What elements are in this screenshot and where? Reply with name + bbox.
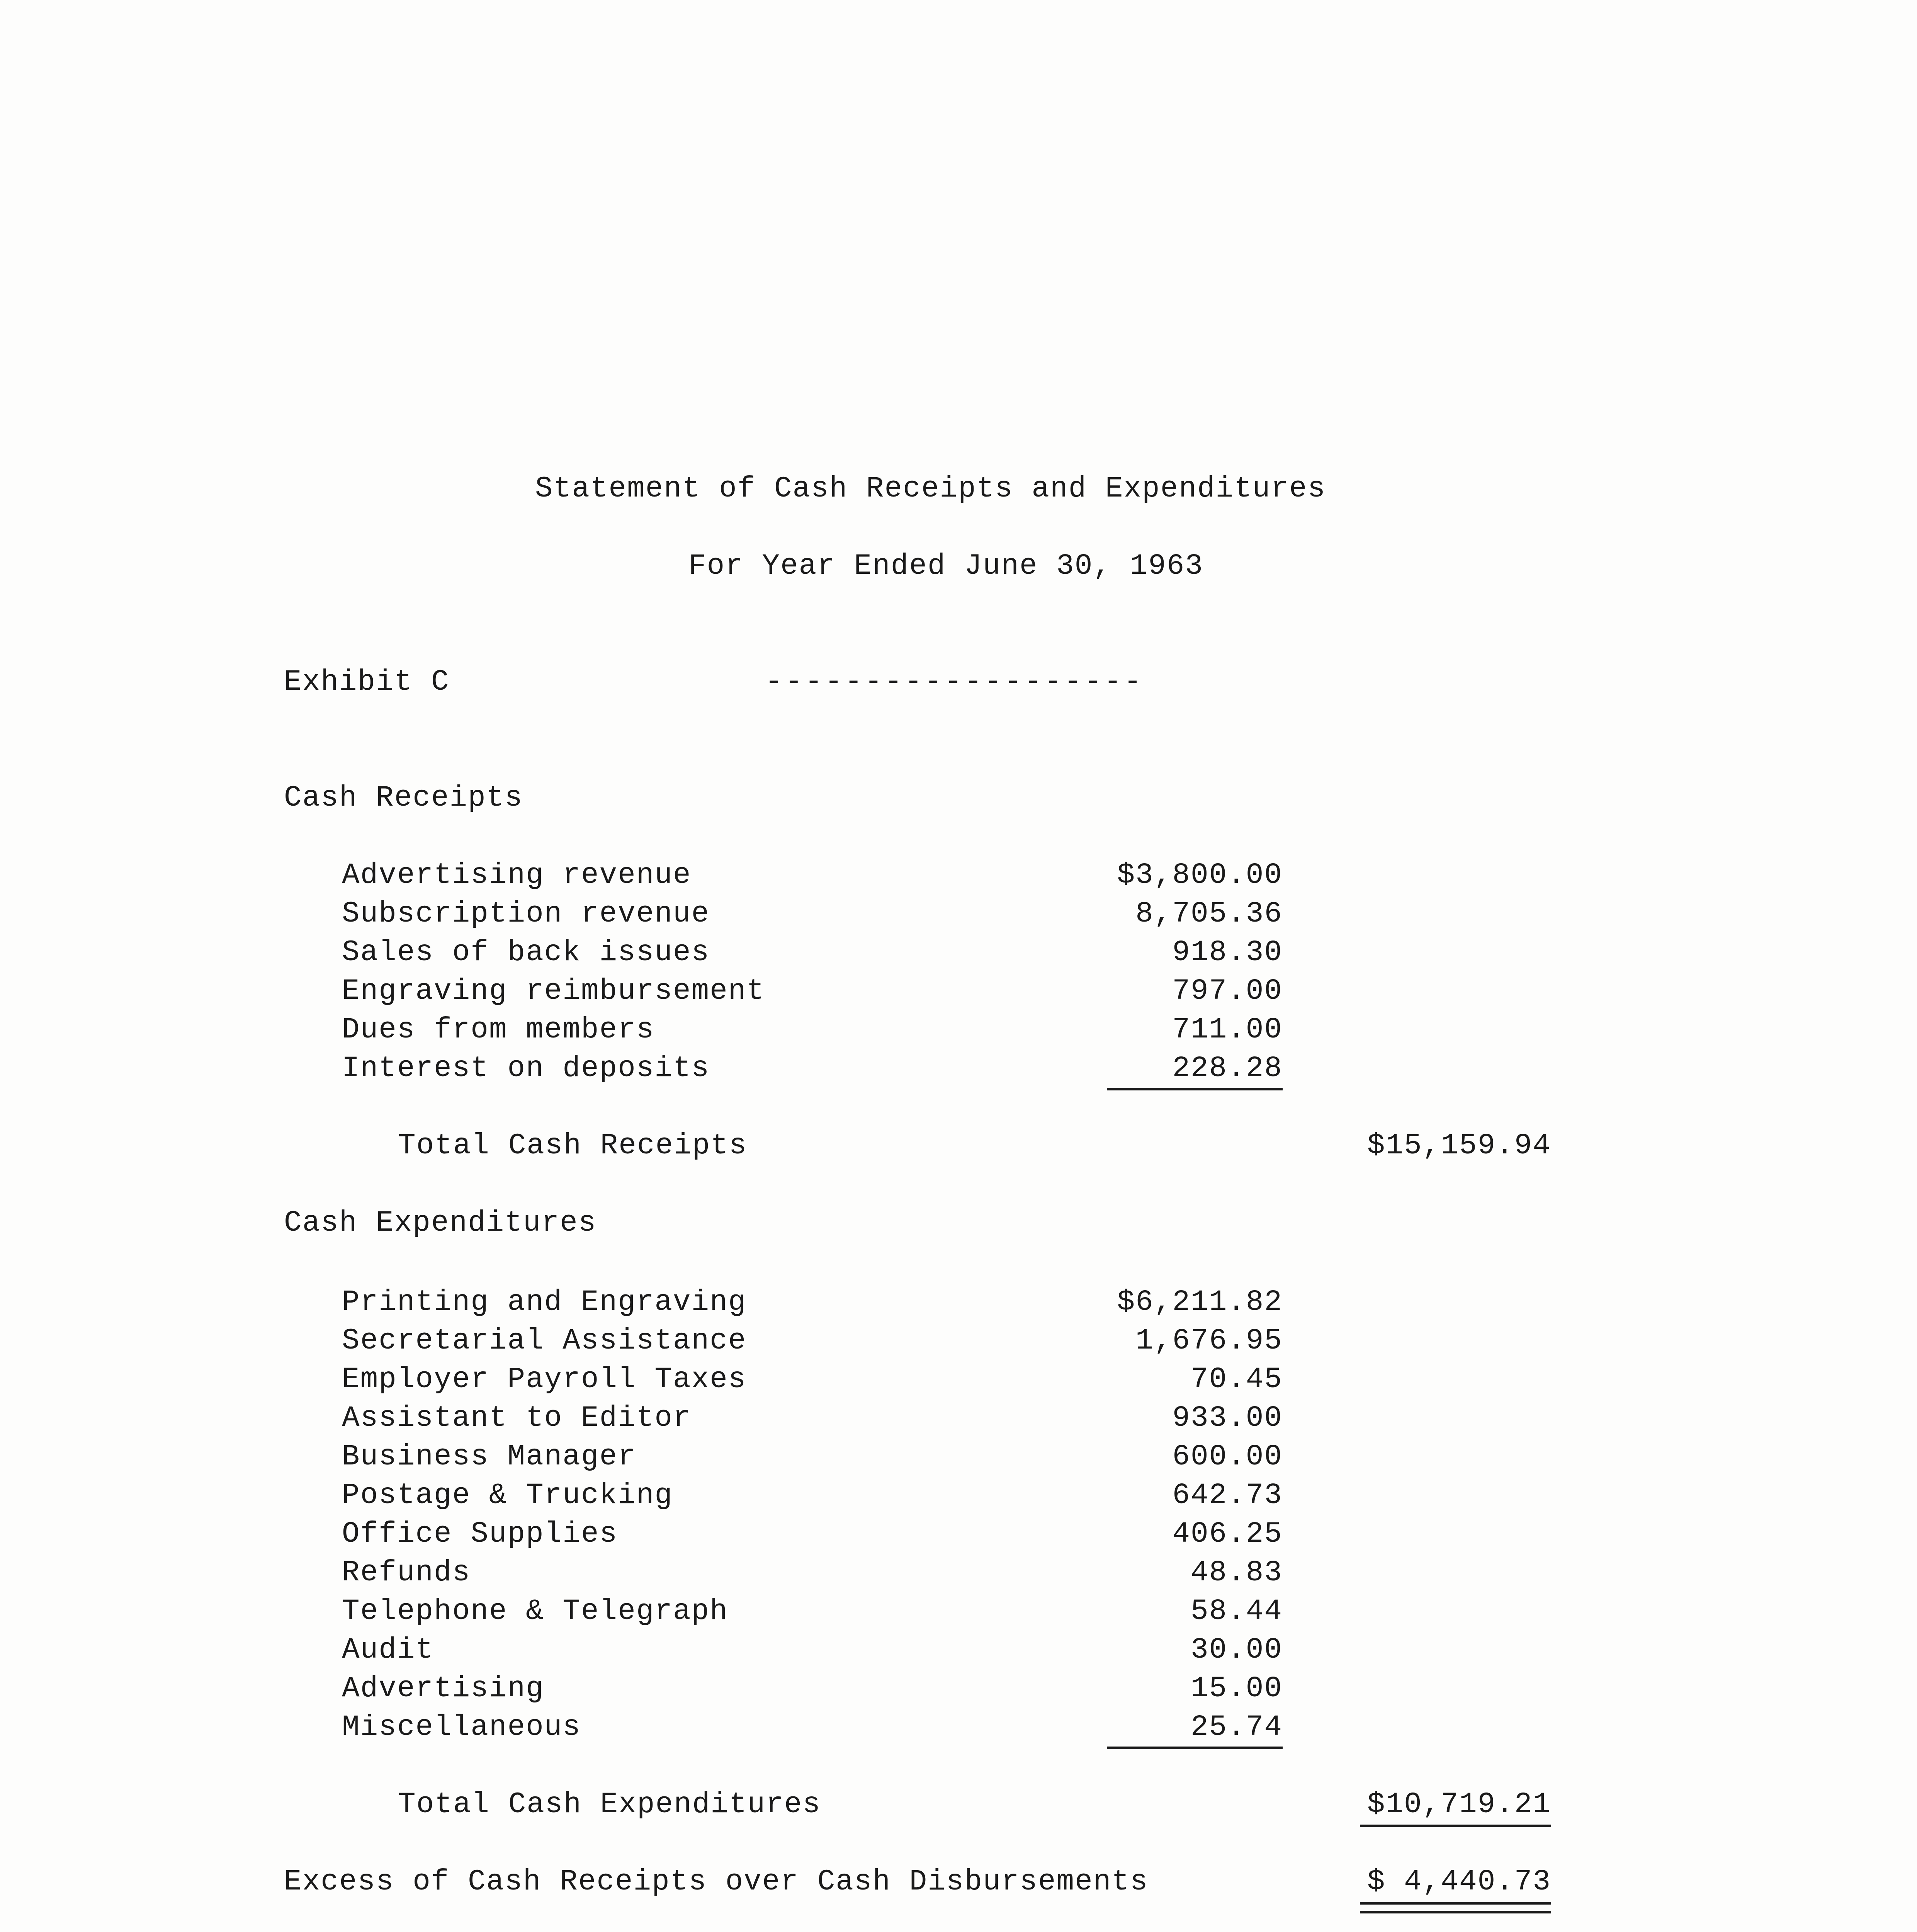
receipt-label: Subscription revenue bbox=[342, 897, 710, 930]
expenditure-label: Refunds bbox=[342, 1556, 471, 1589]
expenditure-amount: 642.73 bbox=[1172, 1479, 1283, 1512]
excess-underline-1 bbox=[1360, 1902, 1551, 1905]
total-receipts-amount: $15,159.94 bbox=[1367, 1129, 1551, 1162]
receipt-label: Dues from members bbox=[342, 1013, 655, 1046]
expenditure-label: Postage & Trucking bbox=[342, 1479, 673, 1512]
expenditures-heading: Cash Expenditures bbox=[284, 1206, 597, 1240]
receipt-label: Interest on deposits bbox=[342, 1052, 710, 1085]
expenditure-amount: 1,676.95 bbox=[1135, 1324, 1283, 1357]
expenditure-label: Secretarial Assistance bbox=[342, 1324, 747, 1357]
expenditure-label: Audit bbox=[342, 1633, 434, 1667]
expenditure-amount: 406.25 bbox=[1172, 1517, 1283, 1551]
total-expenditures-label: Total Cash Expenditures bbox=[398, 1788, 821, 1821]
expenditure-label: Assistant to Editor bbox=[342, 1401, 692, 1435]
expenditure-amount: 58.44 bbox=[1190, 1595, 1283, 1628]
expenditure-label: Employer Payroll Taxes bbox=[342, 1363, 747, 1396]
receipt-label: Sales of back issues bbox=[342, 936, 710, 969]
exhibit-label: Exhibit C bbox=[284, 665, 450, 699]
expenditure-label: Miscellaneous bbox=[342, 1711, 581, 1744]
expenditure-amount: 70.45 bbox=[1190, 1363, 1283, 1396]
receipt-amount: 797.00 bbox=[1172, 975, 1283, 1008]
expenditure-amount: 933.00 bbox=[1172, 1401, 1283, 1435]
total-expenditures-underline bbox=[1360, 1825, 1551, 1827]
expenditure-label: Office Supplies bbox=[342, 1517, 618, 1551]
expenditure-label: Advertising bbox=[342, 1672, 544, 1705]
receipt-amount: 8,705.36 bbox=[1135, 897, 1283, 930]
excess-label: Excess of Cash Receipts over Cash Disbursements bbox=[284, 1865, 1149, 1898]
expenditures-subtotal-rule bbox=[1107, 1747, 1283, 1749]
receipts-subtotal-rule bbox=[1107, 1088, 1283, 1090]
receipt-amount: 711.00 bbox=[1172, 1013, 1283, 1046]
receipts-heading: Cash Receipts bbox=[284, 781, 523, 815]
total-receipts-label: Total Cash Receipts bbox=[398, 1129, 748, 1162]
statement-period: For Year Ended June 30, 1963 bbox=[688, 549, 1204, 583]
receipt-label: Advertising revenue bbox=[342, 859, 692, 892]
expenditure-label: Telephone & Telegraph bbox=[342, 1595, 728, 1628]
expenditure-amount: 600.00 bbox=[1172, 1440, 1283, 1473]
total-expenditures-amount: $10,719.21 bbox=[1367, 1788, 1551, 1821]
excess-underline-2 bbox=[1360, 1911, 1551, 1913]
expenditure-label: Printing and Engraving bbox=[342, 1286, 747, 1319]
receipt-amount: $3,800.00 bbox=[1117, 859, 1283, 892]
receipt-amount: 228.28 bbox=[1172, 1052, 1283, 1085]
receipt-amount: 918.30 bbox=[1172, 936, 1283, 969]
expenditure-amount: 48.83 bbox=[1190, 1556, 1283, 1589]
receipt-label: Engraving reimbursement bbox=[342, 975, 765, 1008]
expenditure-amount: 25.74 bbox=[1190, 1711, 1283, 1744]
statement-title: Statement of Cash Receipts and Expenditures bbox=[535, 472, 1326, 505]
excess-amount: $ 4,440.73 bbox=[1367, 1865, 1551, 1898]
expenditure-amount: 15.00 bbox=[1190, 1672, 1283, 1705]
expenditure-label: Business Manager bbox=[342, 1440, 636, 1473]
expenditure-amount: $6,211.82 bbox=[1117, 1286, 1283, 1319]
dash-separator: ------------------- bbox=[765, 665, 1144, 699]
expenditure-amount: 30.00 bbox=[1190, 1633, 1283, 1667]
